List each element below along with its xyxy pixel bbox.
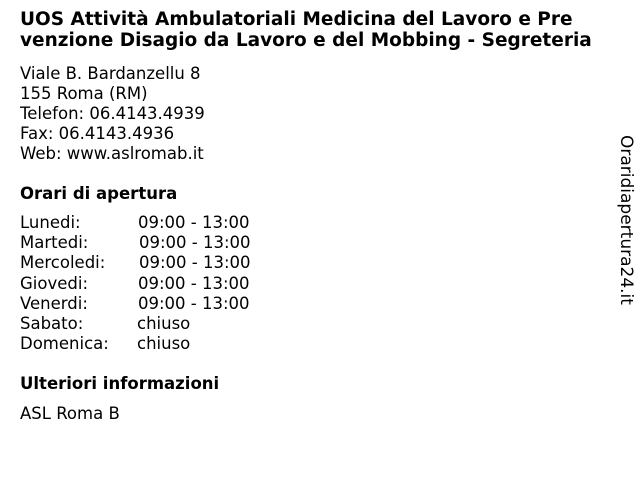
page-title-line-1: UOS Attività Ambulatoriali Medicina del Lavoro e Pre [20, 9, 573, 30]
hours-value: 09:00 - 13:00 [139, 253, 251, 273]
day-label: Lunedi: [20, 213, 81, 232]
day-label: Mercoledi: [20, 253, 106, 273]
hours-value: 09:00 - 13:00 [138, 273, 250, 293]
day-label: Sabato: [20, 313, 84, 333]
hours-value: 09:00 - 13:00 [138, 213, 250, 232]
site-watermark [612, 135, 638, 310]
opening-hours-heading: Orari di apertura [20, 184, 178, 203]
page-title [20, 9, 640, 51]
additional-info-text: ASL Roma B [20, 404, 120, 423]
phone-number: Telefon: 06.4143.4939 [20, 104, 205, 123]
address-block [20, 64, 205, 164]
hours-value: chiuso [137, 334, 191, 354]
watermark-text: Oraridiapertura24.it [616, 135, 636, 305]
day-label: Martedi: [20, 233, 89, 253]
page-title-line-2: venzione Disagio da Lavoro e del Mobbing - Segreteria [20, 30, 592, 51]
day-label: Domenica: [20, 334, 109, 354]
additional-info-heading: Ulteriori informazioni [20, 374, 220, 393]
hours-value: 09:00 - 13:00 [138, 293, 250, 313]
website-link[interactable]: Web: www.aslromab.it [20, 144, 204, 163]
day-label: Giovedi: [20, 273, 88, 293]
day-label: Venerdi: [20, 293, 88, 313]
street-address: Viale B. Bardanzellu 8 [20, 64, 201, 83]
fax-number: Fax: 06.4143.4936 [20, 124, 175, 143]
city-address: 155 Roma (RM) [20, 84, 148, 103]
hours-value: chiuso [137, 313, 191, 333]
hours-value: 09:00 - 13:00 [139, 233, 251, 253]
